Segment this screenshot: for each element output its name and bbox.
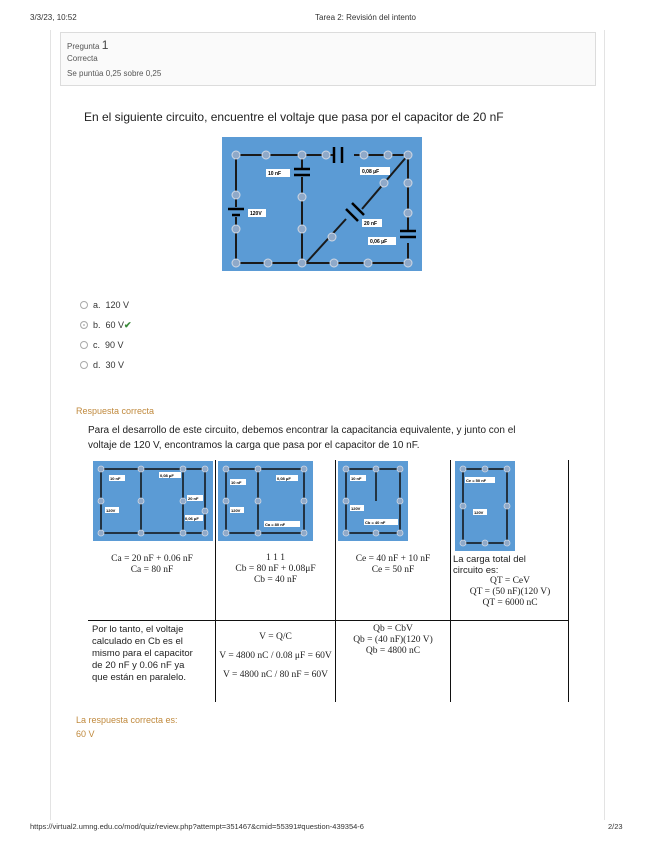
mini-circuit-4 xyxy=(455,461,515,551)
option-d[interactable] xyxy=(80,360,124,370)
m2-label-c: Ca = 80 nF xyxy=(265,522,286,527)
r2c2-line-2: V = 4800 nC / 0.08 μF = 60V xyxy=(219,651,332,661)
label-008uf: 0,08 μF xyxy=(362,169,380,175)
m3-label-c: Cb = 40 nF xyxy=(365,520,386,525)
table-vline-4 xyxy=(568,460,569,702)
question-label: Pregunta xyxy=(67,42,100,51)
correct-answer-label: La respuesta correcta es: xyxy=(76,715,178,725)
circuit-diagram xyxy=(222,137,422,271)
cell-r1c4 xyxy=(453,554,567,609)
r1c4-line-2: circuito es: xyxy=(453,565,499,576)
footer-url[interactable]: https://virtual2.umng.edu.co/mod/quiz/review.php?attempt=351467&cmid=55391#question-439354-6 xyxy=(30,822,364,831)
option-c-letter: c. xyxy=(93,340,101,350)
question-info-box xyxy=(60,32,596,86)
cell-r1c2 xyxy=(218,553,333,586)
m1-label-v: 120V xyxy=(106,508,116,513)
r2c1-line-1: Por lo tanto, el voltaje xyxy=(92,624,184,635)
r2c1-line-3: mismo para el capacitor xyxy=(92,648,193,659)
r1c3-line-2: Ce = 50 nF xyxy=(371,565,415,575)
r2c1-line-5: que están en paralelo. xyxy=(92,672,187,683)
question-number: 1 xyxy=(101,38,109,52)
table-vline-2 xyxy=(335,460,336,702)
r1c4-line-1: La carga total del xyxy=(453,554,526,565)
cell-r1c1 xyxy=(92,554,212,576)
label-10nf: 10 nF xyxy=(268,171,282,177)
m2-label-a: 10 nF xyxy=(231,480,242,485)
r1c2-line-2: Cb = 80 nF + 0.08μF xyxy=(235,564,316,574)
circuit-background xyxy=(222,137,422,271)
m4-label-v: 120V xyxy=(474,510,484,515)
r2c1-line-4: de 20 nF y 0.06 nF ya xyxy=(92,660,185,671)
r1c2-line-3: Cb = 40 nF xyxy=(253,575,298,585)
correct-check-icon: ✔ xyxy=(124,320,132,330)
mini-circuit-3 xyxy=(338,461,408,541)
question-status: Correcta xyxy=(67,54,98,63)
radio-a[interactable] xyxy=(80,301,88,309)
m1-label-a: 10 nF xyxy=(110,476,121,481)
question-score: Se puntúa 0,25 sobre 0,25 xyxy=(67,69,162,78)
r1c4-line-3: QT = CeV xyxy=(489,576,530,586)
option-a[interactable] xyxy=(80,300,129,310)
radio-b[interactable] xyxy=(80,321,88,329)
question-text: En el siguiente circuito, encuentre el voltaje que pasa por el capacitor de 20 nF xyxy=(84,110,504,124)
m2-label-v: 120V xyxy=(231,508,241,513)
option-d-text: 30 V xyxy=(105,360,125,370)
m1-label-d: 0,06 μF xyxy=(185,516,199,521)
label-006uf: 0,06 μF xyxy=(370,239,388,245)
radio-d[interactable] xyxy=(80,361,88,369)
print-datetime: 3/3/23, 10:52 xyxy=(30,13,77,22)
label-120v: 120V xyxy=(250,211,262,217)
feedback-line-2: voltaje de 120 V, encontramos la carga que pasa por el capacitor de 10 nF. xyxy=(88,440,420,451)
m4-label-a: Ce = 50 nF xyxy=(466,478,487,483)
m3-label-a: 10 nF xyxy=(351,476,362,481)
table-hline xyxy=(88,620,568,621)
r1c1-line-1: Ca = 20 nF + 0.06 nF xyxy=(111,554,193,564)
r2c3-line-2: Qb = (40 nF)(120 V) xyxy=(353,635,433,645)
right-rule xyxy=(604,30,605,820)
r2c2-line-1: V = Q/C xyxy=(259,632,292,642)
r2c3-line-1: Qb = CbV xyxy=(373,624,413,634)
r1c2-line-1: 1 1 1 xyxy=(266,553,285,563)
cell-r1c3 xyxy=(338,554,448,576)
table-vline-3 xyxy=(450,460,451,702)
print-title: Tarea 2: Revisión del intento xyxy=(315,13,416,22)
r1c3-line-1: Ce = 40 nF + 10 nF xyxy=(355,554,431,564)
r1c1-line-2: Ca = 80 nF xyxy=(130,565,174,575)
cell-r2c1 xyxy=(92,624,212,684)
option-b-letter: b. xyxy=(93,320,101,330)
cell-r2c3 xyxy=(338,624,448,657)
m3-label-v: 120V xyxy=(351,506,361,511)
option-b[interactable] xyxy=(80,320,132,331)
m2-label-b: 0,08 μF xyxy=(277,476,291,481)
table-vline-1 xyxy=(215,460,216,702)
option-a-text: 120 V xyxy=(105,300,130,310)
mini-circuit-1 xyxy=(93,461,213,541)
r1c4-line-5: QT = 6000 nC xyxy=(482,598,538,608)
option-a-letter: a. xyxy=(93,300,101,310)
feedback-line-1: Para el desarrollo de este circuito, debemos encontrar la capacitancia equivalente, y junto con el xyxy=(88,425,516,436)
cell-r2c2 xyxy=(218,628,333,685)
correct-answer-value: 60 V xyxy=(76,729,95,739)
r2c3-line-3: Qb = 4800 nC xyxy=(365,646,421,656)
m1-label-b: 0,08 μF xyxy=(160,473,174,478)
r1c4-line-4: QT = (50 nF)(120 V) xyxy=(469,587,551,597)
option-c-text: 90 V xyxy=(105,340,124,350)
label-20nf: 20 nF xyxy=(364,221,378,227)
left-rule xyxy=(50,30,51,820)
footer-page: 2/23 xyxy=(608,822,623,831)
m1-label-c: 20 nF xyxy=(188,496,199,501)
option-b-text: 60 V xyxy=(105,320,125,330)
radio-c[interactable] xyxy=(80,341,88,349)
mini-circuit-2 xyxy=(218,461,313,541)
r2c1-line-2: calculado en Cb es el xyxy=(92,636,183,647)
option-d-letter: d. xyxy=(93,360,101,370)
option-c[interactable] xyxy=(80,340,124,350)
feedback-title: Respuesta correcta xyxy=(76,406,155,416)
r2c2-line-3: V = 4800 nC / 80 nF = 60V xyxy=(222,670,329,680)
